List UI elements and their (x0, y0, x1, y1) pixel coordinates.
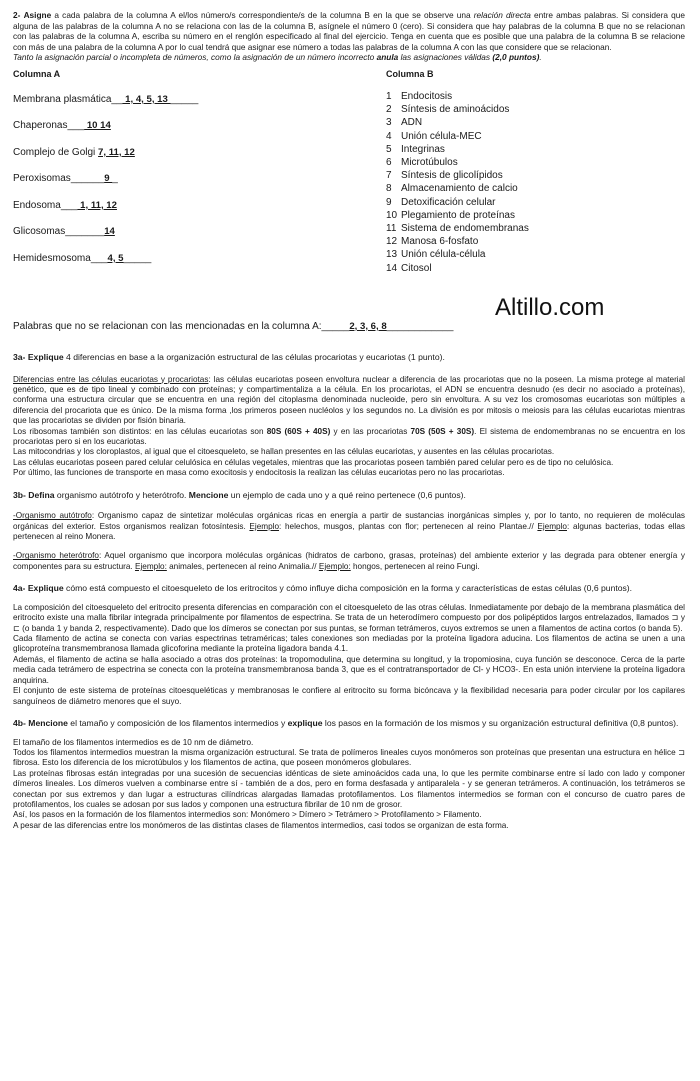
answer-lead: Diferencias entre las células eucariotas y procariotas (13, 374, 209, 384)
column-a-answer: 4, 5 (107, 252, 124, 264)
column-a-row (13, 173, 373, 200)
item-number: 10 (386, 209, 398, 221)
question-text: cómo está compuesto el citoesqueleto de los eritrocitos y cómo influye dicha composición en la forma y características de estas células (0,6 puntos). (63, 583, 633, 594)
column-a-term: Chaperonas (13, 120, 68, 132)
answer-text: : las células eucariotas poseen envoltura nuclear a diferencia de las procariotas que no la poseen. La misma protege al material genético, que es de tipo lineal y combinado con proteínas; y compartimentaliza a la célula. En los procariotas, el ADN se encuentra desnudo (es decir no asociado a proteínas), conforma una estructura circular que se encuentra en una región del citoplasma denominada nucleoide, pero sin envoltura. A su vez los cromosomas eucariotas son múltiples a diferencia del procariota que es único. De la misma forma ,los primeros poseen nucléolos y los segundos no. La división es por mitosis o meiosis para las células eucariotas mientras que las procariotas se dividen por fisión binaria. (13, 374, 685, 426)
item-number: 13 (386, 249, 398, 261)
item-label: Integrinas (401, 143, 445, 155)
instruction-text: entre ambas palabras. Si considera que alguna de las palabras de la columna A no se relaciona con las de la columna B, asígnele el número 0 (cero). Si considera que hay palabras de la columna B que no se relacionan con las palabras de la columna A, escriba su número en el renglón especificado al final del ejercicio. Tenga en cuenta que es posible que una palabra de la columna B se relacione con más de una palabra de la columna A por lo cual tendrá que asignar ese número a todas las palabras de la columna A con las que considere que se relacionan. (13, 10, 685, 52)
column-a-row (13, 200, 373, 227)
column-a-row (13, 253, 373, 280)
answer-text: . El sistema de endomembranas no se encuentra en los procariotas pero si en los eucariotas. (13, 426, 686, 446)
answer-paragraph: Así, los pasos en la formación de los filamentos intermedios son: Monómero > Dímero > Tetrámero > Protofilamento > Filamento. (13, 810, 482, 820)
column-a-row (13, 94, 373, 121)
item-number: 6 (386, 156, 392, 168)
question-4b (13, 718, 685, 831)
column-a-term: Membrana plasmática (13, 93, 112, 105)
question-2-warning (13, 52, 685, 63)
item-label: Unión célula-MEC (401, 130, 482, 142)
answer-emphasis: 80S (60S + 40S) (266, 426, 331, 436)
column-b-item (386, 182, 676, 195)
question-text: los pasos en la formación de los mismos y su organización estructural definitiva (0,8 puntos). (322, 717, 679, 728)
unrelated-answer: 2, 3, 6, 8 (349, 320, 387, 332)
column-a-term: Hemidesmosoma (13, 252, 91, 264)
instruction-emphasis: relación directa (473, 10, 531, 20)
answer-emphasis: 70S (50S + 30S) (410, 426, 475, 436)
question-2-instructions (13, 10, 685, 52)
item-number: 1 (386, 90, 392, 102)
column-b-item (386, 143, 676, 156)
question-verb: Explique (27, 351, 64, 362)
column-b-item (386, 196, 676, 209)
answer-paragraph: Cada filamento de actina se conecta con varias espectrinas tetraméricas; tales conexiones son mediadas por la proteína ligadora aducina. Los filamentos de actina se unen a una glicoproteína transmembranosa llamada glicoforina mediante la proteína ligadora banda 4.1. (13, 634, 685, 654)
answer-paragraph: Las mitocondrias y los cloroplastos, al igual que el citoesqueleto, se hallan presentes en las células eucariotas, y ausentes en las células procariotas. (13, 447, 555, 457)
question-verb: Asigne (23, 10, 52, 20)
question-verb: Mencione (28, 717, 68, 728)
column-b-item (386, 169, 676, 182)
answer-paragraph: Las proteínas fibrosas están integradas por una sucesión de secuencias idénticas de siete aminoácidos cada una, lo que les permite combinarse entre sí lado con lado y componer dímeros lineales. Los dímeros vuelven a combinarse entre sí - también de a dos, pero en forma desfasada y antiparalela - y se generan tetrámeros. A continuación, los tetrámeros se conectan por sus extremos y dan lugar a estructuras cilíndricas alargadas llamadas protofilamentos. Los filamentos intermedios se forman con el concurso de cuatro pares de protofilamentos, los cuales se adosan por sus lados y componen una estructura fibrilar de 10 nm de grosor. (13, 768, 685, 809)
answer-lead: -Organismo heterótrofo (13, 551, 99, 561)
item-label: Almacenamiento de calcio (401, 183, 518, 195)
column-a-answer: 14 (104, 226, 115, 238)
answer-text: Los ribosomas también son distintos: en las células eucariotas son (13, 426, 267, 436)
answer-text: hongos, pertenecen al reino Fungi. (350, 561, 480, 571)
watermark-logo: Altillo.com (495, 294, 605, 321)
answer-paragraph: Todos los filamentos intermedios muestran la misma organización estructural. Se trata de polímeros lineales cuyos monómeros son proteínas que presentan una estructura en hélice ⊐ fibrosa. Esto los diferencia de los microtúbulos y los filamentos de actina, que poseen monómeros globulares. (13, 747, 685, 768)
answer-text: animales, pertenecen al reino Animalia.// (166, 561, 319, 571)
question-verb: explique (287, 717, 323, 728)
answer-line: _____ (321, 320, 350, 332)
item-label: Manosa 6-fosfato (401, 236, 479, 248)
column-b-item (386, 116, 676, 129)
item-label: Endocitosis (401, 90, 453, 102)
column-a-list (13, 94, 373, 280)
column-a-row (13, 226, 373, 253)
warning-text: las asignaciones válidas (398, 52, 493, 63)
warning-emphasis: anula (376, 52, 399, 63)
answer-line: __ (111, 93, 123, 105)
column-a-answer: 1, 4, 5, 13 (122, 93, 171, 105)
item-number: 9 (386, 196, 392, 208)
question-number: 4b- (13, 717, 26, 728)
answer-line: _______ (65, 226, 105, 238)
item-number: 11 (386, 223, 397, 234)
column-b-item (386, 222, 676, 235)
answer-line: ___ (60, 199, 78, 211)
exam-page (13, 10, 685, 831)
item-label: Detoxificación celular (401, 196, 496, 208)
column-b-item (386, 248, 676, 261)
column-b (386, 69, 676, 275)
question-4a (13, 583, 685, 707)
column-b-item (386, 130, 676, 143)
item-number: 2 (386, 104, 392, 116)
answer-lead: -Organismo autótrofo (13, 511, 92, 521)
item-number: 14 (386, 262, 398, 274)
question-number: 4a- (13, 583, 26, 594)
column-b-item (386, 209, 676, 222)
answer-line: ___ (90, 252, 108, 264)
column-a-answer: 10 14 (84, 120, 111, 132)
column-a (13, 69, 373, 280)
column-b-item (386, 235, 676, 248)
question-number: 3a- (13, 351, 26, 362)
answer-text: : helechos, musgos, plantas con flor; pertenecen al reino Plantae.// (279, 521, 538, 531)
column-b-item (386, 262, 676, 275)
question-4a-heading (13, 583, 685, 594)
column-a-answer: 7, 11, 12 (98, 146, 135, 158)
answer-paragraph: Por último, las funciones de transporte en masa como exocitosis y endocitosis la realizan las células eucariotas pero no las procariotas. (13, 468, 505, 478)
answer-paragraph: A pesar de las diferencias entre los monómeros de las distintas clases de filamentos intermedios, casi todos se organizan de esta forma. (13, 820, 509, 830)
item-number: 8 (386, 183, 392, 195)
question-number: 3b- (13, 489, 26, 500)
column-a-answer: 1, 11, 12 (77, 199, 117, 211)
answer-paragraph (13, 427, 685, 448)
column-a-row (13, 120, 373, 147)
column-a-term: Complejo de Golgi (13, 146, 96, 158)
answer-paragraph: El conjunto de este sistema de proteínas citoesqueléticas y membranosas le confiere al eritrocito su forma bicóncava y la flexibilidad necesaria para poder circular por los capilares sanguíneos de diámetro menores que el suyo. (13, 686, 685, 706)
answer-line: ___ (67, 120, 85, 132)
question-text: el tamaño y composición de los filamentos intermedios y (67, 717, 288, 728)
column-a-term: Peroxisomas (13, 173, 71, 185)
question-3a-heading (13, 352, 685, 363)
question-3b (13, 490, 685, 573)
question-number: 2- (13, 10, 21, 20)
item-label: Sistema de endomembranas (401, 223, 529, 234)
item-label: Unión célula-célula (401, 249, 486, 261)
answer-paragraph (13, 511, 685, 542)
item-number: 5 (386, 143, 392, 155)
warning-text: . (539, 52, 542, 63)
answer-line: _ (112, 173, 118, 185)
column-b-title: Columna B (386, 68, 434, 79)
answer-line: _____ (123, 252, 152, 264)
warning-text: Tanto la asignación parcial o incompleta de números, como la asignación de un número incorrecto (13, 52, 377, 63)
answer-paragraph: El tamaño de los filamentos intermedios es de 10 nm de diámetro. (13, 737, 254, 747)
matching-columns (13, 69, 685, 301)
answer-paragraph: Además, el filamento de actina se halla asociado a otras dos proteínas: la tropomodulina, que determina su longitud, y la tropomiosina, cuya función se desconoce. Cerca de la parte media cada tetrámero de espectrina se conecta con la proteína transmembranosa banda 3, que es el contratransportador de Cl- y HCO3-. En esta unión interviene la proteína ligadora anquirina. (13, 654, 685, 685)
answer-line: ______ (70, 173, 105, 185)
item-label: Plegamiento de proteínas (401, 209, 515, 221)
question-3b-heading (13, 490, 685, 501)
example-label: Ejemplo: (318, 561, 351, 571)
question-verb: Defina (28, 489, 55, 500)
item-label: Microtúbulos (401, 156, 458, 168)
column-b-item (386, 90, 676, 103)
warning-points: (2,0 puntos) (492, 52, 540, 63)
instruction-text: a cada palabra de la columna A el/los número/s correspondiente/s de la columna B en la que se observe una (51, 10, 474, 20)
question-verb: Explique (27, 583, 64, 594)
column-b-list (386, 90, 676, 275)
question-text: un ejemplo de cada uno y a qué reino pertenece (0,6 puntos). (228, 489, 466, 500)
item-number: 7 (386, 170, 392, 182)
answer-paragraph: Las células eucariotas poseen pared celular celulósica en células vegetales, mientras que las procariotas poseen también pared celular pero es de tipo no celulósica. (13, 457, 614, 467)
question-4b-heading (13, 718, 685, 729)
answer-text: : Organismo capaz de sintetizar moléculas orgánicas ricas en energía a partir de sustancias inorgánicas simples y, por lo tanto, no requieren de moléculas orgánicas del exterior. Estos organismos realizan fotosíntesis. (13, 511, 685, 531)
item-label: Síntesis de aminoácidos (401, 104, 510, 116)
answer-text: y en las procariotas (330, 426, 411, 436)
column-b-item (386, 156, 676, 169)
item-number: 3 (386, 117, 392, 129)
item-number: 12 (386, 236, 398, 248)
column-a-term: Endosoma (13, 199, 61, 211)
answer-paragraph (13, 375, 685, 427)
item-number: 4 (386, 130, 392, 142)
column-a-term: Glicosomas (13, 226, 66, 238)
unrelated-words-line (13, 321, 685, 332)
example-label: Ejemplo: (134, 561, 167, 571)
column-b-item (386, 103, 676, 116)
question-3a (13, 352, 685, 479)
column-a-title: Columna A (13, 68, 61, 79)
answer-text: : Aquel organismo que incorpora moléculas orgánicas (hidratos de carbono, grasas, proteínas) del ambiente exterior y las degrada para obtener energía y componentes para su estructura. (13, 551, 685, 571)
unrelated-label: Palabras que no se relacionan con las mencionadas en la columna A: (13, 320, 322, 332)
answer-paragraph (13, 551, 685, 572)
answer-paragraph: La composición del citoesqueleto del eritrocito presenta diferencias en comparación con el citoesqueleto de las otras células. Inmediatamente por debajo de la membrana plasmática del eritrocito existe una malla fibrilar integrada principalmente por filamentos de espectrina. Se trata de un heterodímero compuesto por dos polipéptidos largos entrelazados, llamados ⊐ y ⊏ (o banda 1 y banda 2, respectivamente). Dado que los dímeros se conectan por sus puntas, se forman tetrámeros, cuyos extremos se unen a filamentos de actina cortos (o banda 5). (13, 602, 685, 633)
question-text: organismo autótrofo y heterótrofo. (54, 489, 189, 500)
item-label: Citosol (401, 262, 432, 274)
question-text: 4 diferencias en base a la organización estructural de las células procariotas y eucariotas (1 punto). (63, 351, 445, 362)
answer-line: ____________ (386, 320, 454, 332)
question-verb: Mencione (188, 489, 229, 500)
column-a-row (13, 147, 373, 174)
example-label: Ejemplo (249, 521, 280, 531)
example-label: Ejemplo (537, 521, 567, 531)
answer-line: _____ (170, 93, 199, 105)
item-label: ADN (401, 117, 423, 129)
column-a-answer: 9 (104, 173, 113, 185)
item-label: Síntesis de glicolípidos (401, 170, 503, 182)
answer-text: : algunas bacterias, todas ellas pertenecen al reino Monera. (13, 521, 686, 542)
